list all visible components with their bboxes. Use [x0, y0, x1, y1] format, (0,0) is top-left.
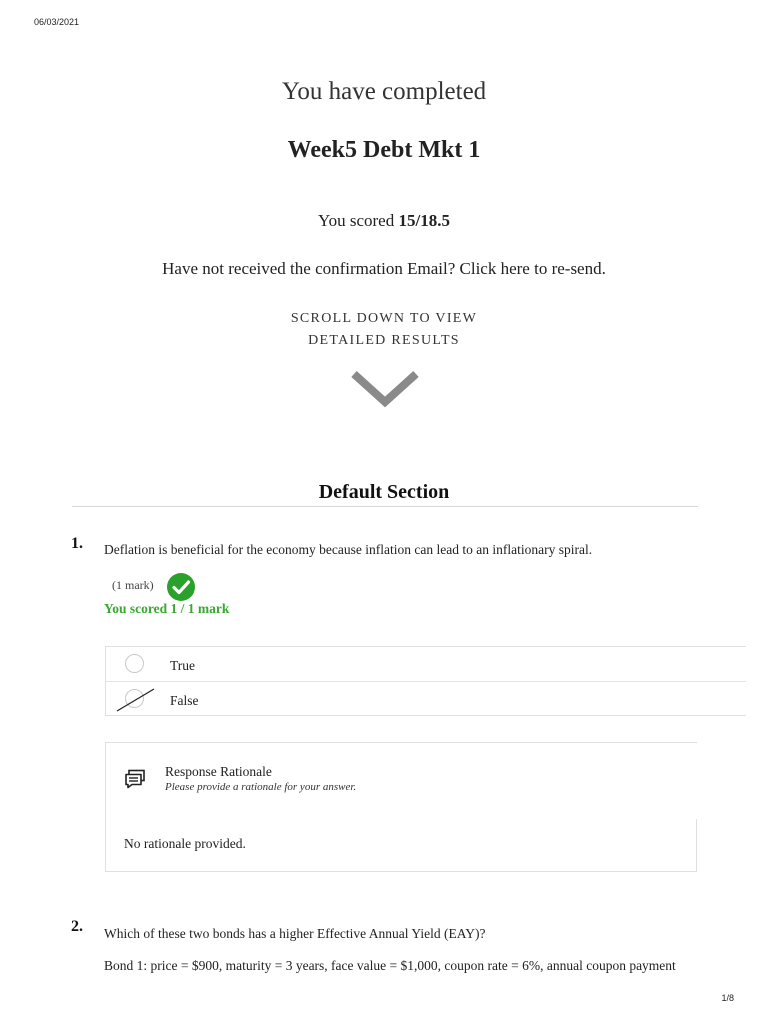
print-date: 06/03/2021: [34, 17, 80, 27]
question-text: Deflation is beneficial for the economy because inflation can lead to an inflationary spiral.: [104, 542, 593, 557]
score-value: 15/18.5: [398, 211, 450, 230]
score-prefix: You scored: [318, 211, 395, 230]
option-label: False: [170, 693, 199, 708]
score-result: You scored 1 / 1 mark: [104, 601, 230, 616]
rationale-subtitle: Please provide a rationale for your answer.: [165, 781, 357, 793]
speech-bubble-icon: [124, 769, 146, 794]
option-label: True: [170, 658, 196, 673]
answer-options: [105, 646, 746, 716]
question-number: 2.: [71, 918, 83, 935]
scroll-hint-line1: SCROLL DOWN TO VIEW: [290, 311, 478, 326]
completed-heading: You have completed: [281, 78, 487, 105]
bond1-description: Bond 1: price = $900, maturity = 3 years, face value = $1,000, coupon rate = 6%, annual coupon payment: [104, 958, 676, 973]
scroll-hint-line2: DETAILED RESULTS: [308, 333, 460, 348]
question-mark-value: (1 mark): [112, 578, 154, 592]
radio-unselected-icon[interactable]: [125, 654, 144, 673]
option-false[interactable]: [106, 681, 746, 715]
quiz-title: Week5 Debt Mkt 1: [287, 137, 481, 163]
rationale-text: No rationale provided.: [124, 836, 246, 851]
score-line: [0, 211, 768, 231]
rationale-divider: [696, 819, 697, 871]
resend-email-link[interactable]: Have not received the confirmation Email? Click here to re-send.: [162, 259, 606, 278]
answer-strike-icon: [116, 686, 158, 714]
rationale-box: [105, 742, 697, 872]
option-true[interactable]: [106, 647, 746, 680]
scroll-hint: [0, 308, 768, 352]
page-number: 1/8: [721, 993, 734, 1003]
rationale-title: Response Rationale: [165, 764, 272, 779]
section-title: Default Section: [318, 481, 450, 503]
question-text: Which of these two bonds has a higher Effective Annual Yield (EAY)?: [104, 926, 486, 941]
check-circle-icon: [167, 573, 195, 601]
question-number: 1.: [71, 535, 83, 552]
section-divider: [72, 506, 698, 507]
chevron-down-icon[interactable]: [349, 368, 421, 415]
